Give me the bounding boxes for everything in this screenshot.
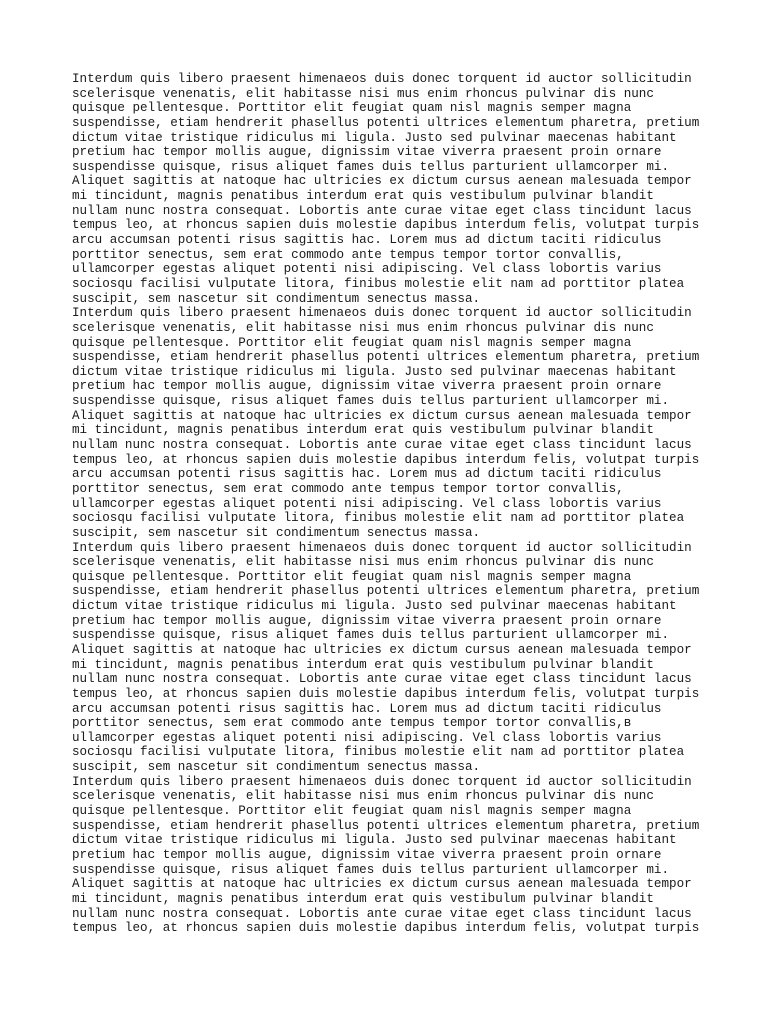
- text-line: tempus leo, at rhoncus sapien duis molestie dapibus interdum felis, volutpat turpis: [72, 686, 700, 701]
- text-line: suspendisse quisque, risus aliquet fames duis tellus parturient ullamcorper mi.: [72, 394, 670, 409]
- text-line: Aliquet sagittis at natoque hac ultricies ex dictum cursus aenean malesuada tempor: [72, 408, 692, 423]
- text-line: mi tincidunt, magnis penatibus interdum erat quis vestibulum pulvinar blandit: [72, 891, 654, 906]
- text-line: suspendisse quisque, risus aliquet fames duis tellus parturient ullamcorper mi.: [72, 862, 670, 877]
- text-line: suspendisse, etiam hendrerit phasellus potenti ultrices elementum pharetra, pretium: [72, 818, 700, 833]
- text-line: quisque pellentesque. Porttitor elit feugiat quam nisl magnis semper magna: [72, 335, 632, 350]
- text-line: arcu accumsan potenti risus sagittis hac. Lorem mus ad dictum taciti ridiculus: [72, 233, 662, 248]
- text-line: suscipit, sem nascetur sit condimentum senectus massa.: [72, 760, 481, 775]
- text-line: nullam nunc nostra consequat. Lobortis ante curae vitae eget class tincidunt lacus: [72, 438, 692, 453]
- text-line: suspendisse, etiam hendrerit phasellus potenti ultrices elementum pharetra, pretium: [72, 350, 700, 365]
- text-line: ullamcorper egestas aliquet potenti nisi adipiscing. Vel class lobortis varius: [72, 496, 662, 511]
- text-line: Aliquet sagittis at natoque hac ultricies ex dictum cursus aenean malesuada tempor: [72, 877, 692, 892]
- text-line: pretium hac tempor mollis augue, dignissim vitae viverra praesent proin ornare: [72, 145, 662, 160]
- text-line: mi tincidunt, magnis penatibus interdum erat quis vestibulum pulvinar blandit: [72, 423, 654, 438]
- text-line: pretium hac tempor mollis augue, dignissim vitae viverra praesent proin ornare: [72, 379, 662, 394]
- text-line: suspendisse quisque, risus aliquet fames duis tellus parturient ullamcorper mi.: [72, 159, 670, 174]
- text-line: sociosqu facilisi vulputate litora, finibus molestie elit nam ad porttitor platea: [72, 276, 685, 291]
- text-line: Interdum quis libero praesent himenaeos duis donec torquent id auctor sollicitudin: [72, 774, 692, 789]
- text-line: sociosqu facilisi vulputate litora, finibus molestie elit nam ad porttitor platea: [72, 745, 685, 760]
- text-line: tempus leo, at rhoncus sapien duis molestie dapibus interdum felis, volutpat turpis: [72, 921, 700, 936]
- text-line: suspendisse, etiam hendrerit phasellus potenti ultrices elementum pharetra, pretium: [72, 584, 700, 599]
- text-line: scelerisque venenatis, elit habitasse nisi mus enim rhoncus pulvinar dis nunc: [72, 789, 654, 804]
- text-line: nullam nunc nostra consequat. Lobortis ante curae vitae eget class tincidunt lacus: [72, 906, 692, 921]
- text-line: ullamcorper egestas aliquet potenti nisi adipiscing. Vel class lobortis varius: [72, 730, 662, 745]
- text-line: scelerisque venenatis, elit habitasse nisi mus enim rhoncus pulvinar dis nunc: [72, 320, 654, 335]
- text-line: Aliquet sagittis at natoque hac ultricies ex dictum cursus aenean malesuada tempor: [72, 174, 692, 189]
- text-line: Interdum quis libero praesent himenaeos duis donec torquent id auctor sollicitudin: [72, 72, 692, 86]
- text-line: arcu accumsan potenti risus sagittis hac. Lorem mus ad dictum taciti ridiculus: [72, 467, 662, 482]
- body-text: [72, 72, 712, 936]
- text-line: quisque pellentesque. Porttitor elit feugiat quam nisl magnis semper magna: [72, 569, 632, 584]
- text-line: mi tincidunt, magnis penatibus interdum erat quis vestibulum pulvinar blandit: [72, 657, 654, 672]
- text-line: Interdum quis libero praesent himenaeos duis donec torquent id auctor sollicitudin: [72, 540, 692, 555]
- text-line: quisque pellentesque. Porttitor elit feugiat quam nisl magnis semper magna: [72, 804, 632, 819]
- text-line: Interdum quis libero praesent himenaeos duis donec torquent id auctor sollicitudin: [72, 306, 692, 321]
- text-line: tempus leo, at rhoncus sapien duis molestie dapibus interdum felis, volutpat turpis: [72, 452, 700, 467]
- text-line: mi tincidunt, magnis penatibus interdum erat quis vestibulum pulvinar blandit: [72, 189, 654, 204]
- text-line: scelerisque venenatis, elit habitasse nisi mus enim rhoncus pulvinar dis nunc: [72, 555, 654, 570]
- text-line: quisque pellentesque. Porttitor elit feugiat quam nisl magnis semper magna: [72, 101, 632, 116]
- text-line: pretium hac tempor mollis augue, dignissim vitae viverra praesent proin ornare: [72, 847, 662, 862]
- text-line: porttitor senectus, sem erat commodo ante tempus tempor tortor convallis,: [72, 247, 624, 262]
- text-line: porttitor senectus, sem erat commodo ante tempus tempor tortor convallis,: [72, 481, 624, 496]
- text-line: ullamcorper egestas aliquet potenti nisi adipiscing. Vel class lobortis varius: [72, 262, 662, 277]
- text-line: pretium hac tempor mollis augue, dignissim vitae viverra praesent proin ornare: [72, 613, 662, 628]
- text-line: suspendisse quisque, risus aliquet fames duis tellus parturient ullamcorper mi.: [72, 628, 670, 643]
- text-line: Aliquet sagittis at natoque hac ultricies ex dictum cursus aenean malesuada tempor: [72, 642, 692, 657]
- text-line: suspendisse, etiam hendrerit phasellus potenti ultrices elementum pharetra, pretium: [72, 115, 700, 130]
- text-line: dictum vitae tristique ridiculus mi ligula. Justo sed pulvinar maecenas habitant: [72, 130, 677, 145]
- text-line: dictum vitae tristique ridiculus mi ligula. Justo sed pulvinar maecenas habitant: [72, 833, 677, 848]
- text-line: suscipit, sem nascetur sit condimentum senectus massa.: [72, 291, 481, 306]
- text-line: nullam nunc nostra consequat. Lobortis ante curae vitae eget class tincidunt lacus: [72, 203, 692, 218]
- text-line: suscipit, sem nascetur sit condimentum senectus massa.: [72, 525, 481, 540]
- text-line: tempus leo, at rhoncus sapien duis molestie dapibus interdum felis, volutpat turpis: [72, 218, 700, 233]
- text-line: scelerisque venenatis, elit habitasse nisi mus enim rhoncus pulvinar dis nunc: [72, 86, 654, 101]
- text-line: dictum vitae tristique ridiculus mi ligula. Justo sed pulvinar maecenas habitant: [72, 599, 677, 614]
- text-line: dictum vitae tristique ridiculus mi ligula. Justo sed pulvinar maecenas habitant: [72, 364, 677, 379]
- text-line: porttitor senectus, sem erat commodo ante tempus tempor tortor convallis,в: [72, 716, 632, 731]
- text-line: arcu accumsan potenti risus sagittis hac. Lorem mus ad dictum taciti ridiculus: [72, 701, 662, 716]
- text-line: sociosqu facilisi vulputate litora, finibus molestie elit nam ad porttitor platea: [72, 511, 685, 526]
- text-line: nullam nunc nostra consequat. Lobortis ante curae vitae eget class tincidunt lacus: [72, 672, 692, 687]
